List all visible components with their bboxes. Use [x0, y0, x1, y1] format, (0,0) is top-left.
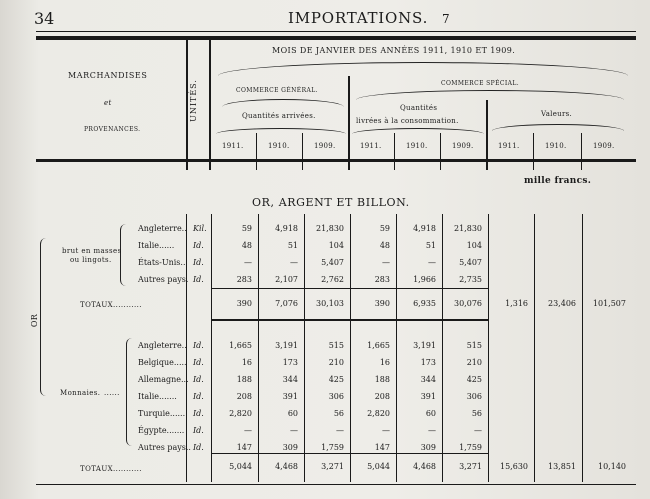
row-country: Égypte....... [138, 426, 185, 435]
year-divider [533, 133, 534, 170]
row-value: 208 [374, 392, 390, 401]
row-value: 21,830 [454, 224, 482, 233]
row-value: 2,820 [229, 409, 252, 418]
commerce-special-label: COMMERCE SPÉCIAL. [441, 80, 520, 87]
row-unit: Kil. [193, 224, 207, 233]
row-value: 210 [466, 358, 482, 367]
year-header-9: 1909. [593, 142, 615, 150]
total-value: 5,044 [229, 462, 252, 471]
year-header-7: 1911. [498, 142, 520, 150]
row-country: Angleterre.. [138, 341, 187, 350]
row-unit: Id. [193, 241, 204, 250]
row-value: 147 [236, 443, 252, 452]
row-value: 59 [241, 224, 252, 233]
row-value: — [244, 426, 252, 435]
row-value: 48 [241, 241, 252, 250]
group1-total-rule-bottom [212, 319, 488, 321]
total-value: 10,140 [598, 462, 626, 471]
row-value: 344 [420, 375, 436, 384]
row-value: 425 [466, 375, 482, 384]
body-rule [534, 214, 535, 482]
row-value: 188 [374, 375, 390, 384]
header-arc-arrivees [216, 128, 346, 134]
header-arc-livrees [352, 128, 484, 134]
row-value: 306 [328, 392, 344, 401]
row-value: 425 [328, 375, 344, 384]
total-value: 4,468 [275, 462, 298, 471]
year-header-3: 1909. [314, 142, 336, 150]
page-title: IMPORTATIONS. [288, 9, 429, 27]
units-label: UNITÉS. [188, 79, 198, 122]
total-value: 6,935 [413, 299, 436, 308]
valeurs-label: Valeurs. [541, 110, 573, 118]
total-value: 7,076 [275, 299, 298, 308]
row-value: — [428, 426, 436, 435]
row-unit: Id. [193, 409, 204, 418]
header-arc-special [356, 90, 624, 100]
quantites-arrivees-label: Quantités arrivées. [242, 112, 316, 120]
row-value: 173 [420, 358, 436, 367]
quantites-livrees-label-2: livrées à la consommation. [356, 117, 459, 125]
top-rule-thick [36, 36, 636, 40]
year-divider [394, 133, 395, 170]
year-header-4: 1911. [360, 142, 382, 150]
row-value: 60 [425, 409, 436, 418]
group2-label: Monnaies. [60, 389, 101, 397]
row-value: 1,665 [367, 341, 390, 350]
row-value: — [474, 426, 482, 435]
row-value: 188 [236, 375, 252, 384]
row-value: 210 [328, 358, 344, 367]
mille-francs-label: mille francs. [524, 176, 592, 186]
group2-total-rule-top [212, 453, 488, 454]
row-value: 4,918 [413, 224, 436, 233]
row-value: 309 [420, 443, 436, 452]
row-value: 3,191 [275, 341, 298, 350]
group1-label-2: ou lingots. [70, 256, 112, 264]
row-value: 344 [282, 375, 298, 384]
row-value: 51 [287, 241, 298, 250]
group2-total-label: TOTAUX........... [80, 465, 142, 473]
header-bottom-rule [36, 159, 636, 162]
row-unit: Id. [193, 341, 204, 350]
row-value: 147 [374, 443, 390, 452]
row-value: 104 [328, 241, 344, 250]
group1-label-1: brut en masses [62, 247, 122, 255]
row-value: 2,107 [275, 275, 298, 284]
total-value: 23,406 [548, 299, 576, 308]
row-value: 4,918 [275, 224, 298, 233]
merchandise-prov: PROVENANCES. [84, 126, 141, 133]
row-value: 56 [333, 409, 344, 418]
row-value: 515 [466, 341, 482, 350]
row-value: — [428, 258, 436, 267]
row-value: 283 [374, 275, 390, 284]
total-value: 390 [236, 299, 252, 308]
row-country: Belgique..... [138, 358, 187, 367]
page-number: 34 [34, 9, 55, 28]
group1-total-rule-top [212, 288, 488, 289]
group1-brace [120, 224, 126, 286]
row-unit: Id. [193, 443, 204, 452]
row-value: 2,735 [459, 275, 482, 284]
quantites-livrees-label-1: Quantités [400, 104, 438, 112]
row-country: États-Unis.. [138, 258, 186, 267]
row-value: 306 [466, 392, 482, 401]
row-value: — [244, 258, 252, 267]
row-value: — [290, 258, 298, 267]
year-header-6: 1909. [452, 142, 474, 150]
row-unit: Id. [193, 358, 204, 367]
row-value: 1,665 [229, 341, 252, 350]
total-value: 1,316 [505, 299, 528, 308]
row-unit: Id. [193, 258, 204, 267]
total-value: 4,468 [413, 462, 436, 471]
row-value: — [382, 258, 390, 267]
header-arc-general [222, 99, 344, 107]
top-rule-thin [36, 31, 636, 32]
row-value: 51 [425, 241, 436, 250]
row-value: 16 [379, 358, 390, 367]
row-country: Italie...... [138, 241, 175, 250]
group2-leader: ...... [104, 389, 120, 397]
group-or-label: OR [30, 313, 40, 328]
total-value: 3,271 [321, 462, 344, 471]
row-country: Allemagne... [138, 375, 189, 384]
or-brace [40, 238, 48, 396]
row-value: 56 [471, 409, 482, 418]
row-value: — [336, 426, 344, 435]
row-country: Turquie...... [138, 409, 186, 418]
row-value: 3,191 [413, 341, 436, 350]
row-value: 59 [379, 224, 390, 233]
year-header-1: 1911. [222, 142, 244, 150]
group1-total-label: TOTAUX........... [80, 301, 142, 309]
row-value: 48 [379, 241, 390, 250]
merchandise-label: MARCHANDISES [68, 71, 148, 80]
row-unit: Id. [193, 392, 204, 401]
row-value: 173 [282, 358, 298, 367]
row-country: Italie....... [138, 392, 177, 401]
year-divider [302, 133, 303, 170]
total-value: 101,507 [592, 299, 626, 308]
row-value: 5,407 [459, 258, 482, 267]
row-unit: Id. [193, 375, 204, 384]
row-value: 1,759 [459, 443, 482, 452]
header-arc-valeurs [492, 124, 624, 131]
total-value: 15,630 [500, 462, 528, 471]
row-value: 5,407 [321, 258, 344, 267]
row-value: 16 [241, 358, 252, 367]
row-value: 391 [282, 392, 298, 401]
page-mark: 7 [442, 12, 450, 26]
general-special-divider [348, 76, 350, 170]
row-country: Autres pays. [138, 275, 189, 284]
total-value: 5,044 [367, 462, 390, 471]
year-header-2: 1910. [268, 142, 290, 150]
row-value: 283 [236, 275, 252, 284]
year-divider [256, 133, 257, 170]
commerce-general-label: COMMERCE GÉNÉRAL. [236, 87, 318, 94]
row-value: 309 [282, 443, 298, 452]
group2-brace [126, 338, 132, 446]
total-value: 13,851 [548, 462, 576, 471]
month-label: MOIS DE JANVIER DES ANNÉES 1911, 1910 ET 1909. [272, 46, 516, 55]
total-value: 30,076 [454, 299, 482, 308]
row-country: Autres pays.. [138, 443, 191, 452]
year-header-8: 1910. [545, 142, 567, 150]
header-arc-main [218, 62, 628, 76]
year-header-5: 1910. [406, 142, 428, 150]
bottom-rule [36, 484, 636, 485]
row-value: 208 [236, 392, 252, 401]
total-value: 390 [374, 299, 390, 308]
row-value: 104 [466, 241, 482, 250]
row-value: 60 [287, 409, 298, 418]
row-value: 2,820 [367, 409, 390, 418]
row-unit: Id. [193, 275, 204, 284]
units-col-rule-left [186, 40, 188, 170]
total-value: 30,103 [316, 299, 344, 308]
row-value: 21,830 [316, 224, 344, 233]
row-value: 515 [328, 341, 344, 350]
row-unit: Id. [193, 426, 204, 435]
row-value: 391 [420, 392, 436, 401]
units-col-rule-right [209, 40, 211, 170]
section-title: OR, ARGENT ET BILLON. [252, 196, 410, 209]
body-rule [488, 214, 489, 482]
row-value: 1,759 [321, 443, 344, 452]
row-country: Angleterre.. [138, 224, 187, 233]
row-value: 1,966 [413, 275, 436, 284]
year-divider [581, 133, 582, 170]
year-divider [440, 133, 441, 170]
row-value: — [290, 426, 298, 435]
body-rule [582, 214, 583, 482]
merchandise-et: et [104, 99, 112, 107]
row-value: 2,762 [321, 275, 344, 284]
row-value: — [382, 426, 390, 435]
total-value: 3,271 [459, 462, 482, 471]
